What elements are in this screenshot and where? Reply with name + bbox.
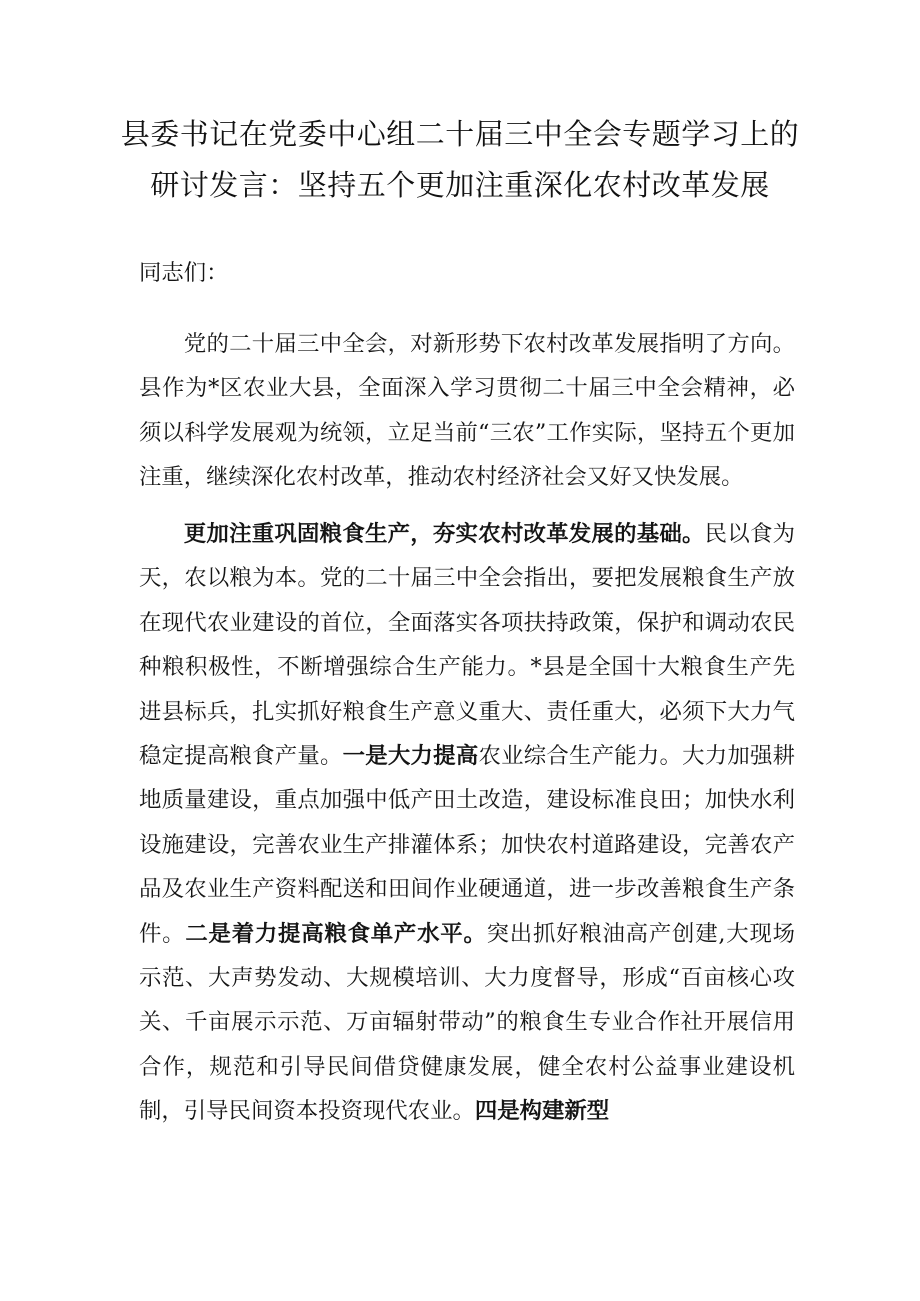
paragraph-2-text-3: 突出抓好粮油高产创建,大现场示范、大声势发动、大规模培训、大力度督导，形成“百亩核心攻关、千亩展示示范、万亩辐射带动”的粮食生专业合作社开展信用合作，规范和引导民间借贷健康发展，健全农村公益事业建设机制，引导民间资本投资现代农业。 bbox=[139, 920, 796, 1125]
document-title-line-2: 研讨发言：坚持五个更加注重深化农村改革发展 bbox=[150, 168, 770, 202]
paragraph-2-heading: 更加注重巩固粮食生产，夯实农村改革发展的基础。 bbox=[183, 521, 705, 547]
point-1-heading: 一是大力提高 bbox=[342, 743, 479, 770]
document-title-line-1: 县委书记在党委中心组二十届三中全会专题学习上的 bbox=[120, 117, 800, 151]
paragraph-2-text-2: 农业综合生产能力。大力加强耕地质量建设，重点加强中低产田土改造，建设标准良田；加快水利设施建设，完善农业生产排灌体系；加快农村道路建设，完善农产品及农业生产资料配送和田间作业硬通道，进一步改善粮食生产条件。 bbox=[139, 743, 796, 947]
paragraph-2-text-1: 民以食为天，农以粮为本。党的二十届三中全会指出，要把发展粮食生产放在现代农业建设的首位，全面落实各项扶持政策，保护和调动农民种粮积极性，不断增强综合生产能力。*县是全国十大粮食生产先进县标兵，扎实抓好粮食生产意义重大、责任重大，必须下大力气稳定提高粮食产量。 bbox=[139, 521, 796, 770]
point-2-heading: 二是着力提高粮食单产水平。 bbox=[185, 920, 487, 947]
point-4-heading: 四是构建新型 bbox=[474, 1098, 610, 1125]
salutation: 同志们： bbox=[139, 260, 229, 286]
paragraph-1: 党的二十届三中全会，对新形势下农村改革发展指明了方向。县作为*区农业大县，全面深入学习贯彻二十届三中全会精神，必须以科学发展观为统领，立足当前“三农”工作实际，坚持五个更加注重，继续深化农村改革，推动农村经济社会又好又快发展。 bbox=[139, 331, 795, 491]
paragraph-2 bbox=[139, 512, 795, 1134]
